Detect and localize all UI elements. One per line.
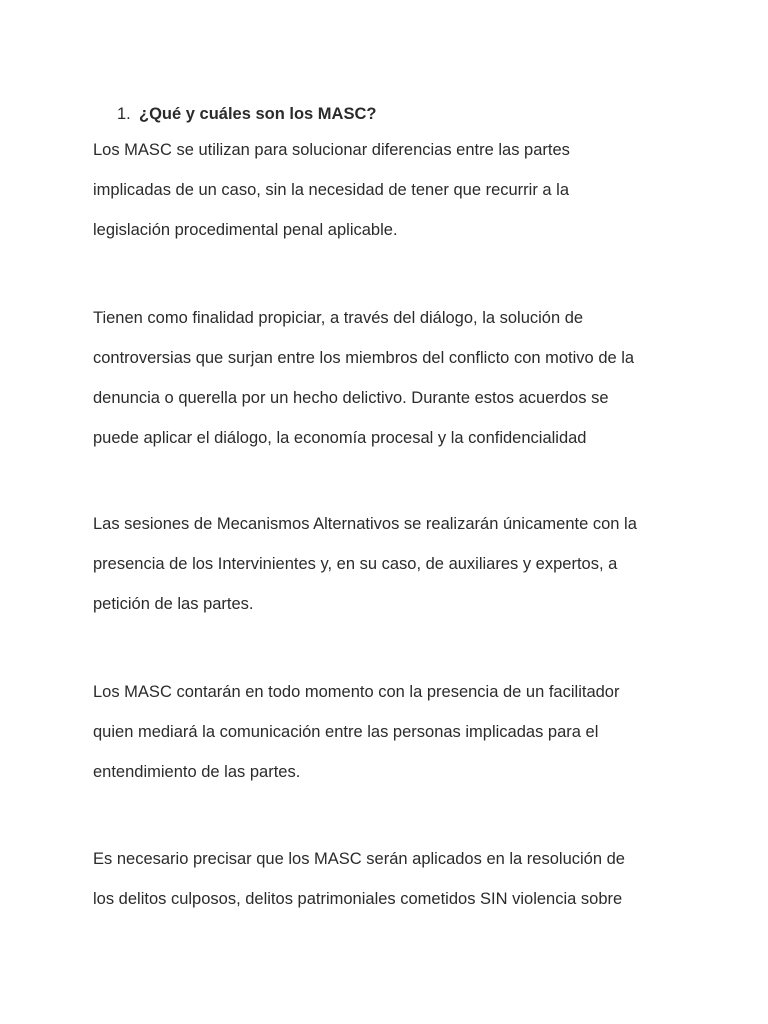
paragraph-1-line-1: Los MASC se utilizan para solucionar diferencias entre las partes <box>93 141 570 159</box>
paragraph-2-line-1: Tienen como finalidad propiciar, a través del diálogo, la solución de <box>93 309 584 327</box>
paragraph-5-line-2: los delitos culposos, delitos patrimoniales cometidos SIN violencia sobre <box>93 890 623 908</box>
paragraph-3-line-3: petición de las partes. <box>93 595 254 613</box>
question-heading <box>117 104 376 124</box>
heading-text: ¿Qué y cuáles son los MASC? <box>139 105 377 123</box>
paragraph-4-line-1: Los MASC contarán en todo momento con la presencia de un facilitador <box>93 683 620 701</box>
paragraph-4-line-2: quien mediará la comunicación entre las personas implicadas para el <box>93 723 599 741</box>
paragraph-3-line-1: Las sesiones de Mecanismos Alternativos se realizarán únicamente con la <box>93 515 637 533</box>
list-number: 1. <box>117 105 131 123</box>
paragraph-2-line-3: denuncia o querella por un hecho delictivo. Durante estos acuerdos se <box>93 389 609 407</box>
paragraph-3-line-2: presencia de los Intervinientes y, en su caso, de auxiliares y expertos, a <box>93 555 618 573</box>
paragraph-4-line-3: entendimiento de las partes. <box>93 763 301 781</box>
paragraph-5-line-1: Es necesario precisar que los MASC serán aplicados en la resolución de <box>93 850 625 868</box>
paragraph-1-line-3: legislación procedimental penal aplicable. <box>93 221 398 239</box>
paragraph-1-line-2: implicadas de un caso, sin la necesidad de tener que recurrir a la <box>93 181 570 199</box>
paragraph-2-line-2: controversias que surjan entre los miembros del conflicto con motivo de la <box>93 349 635 367</box>
paragraph-2-line-4: puede aplicar el diálogo, la economía procesal y la confidencialidad <box>93 429 587 447</box>
